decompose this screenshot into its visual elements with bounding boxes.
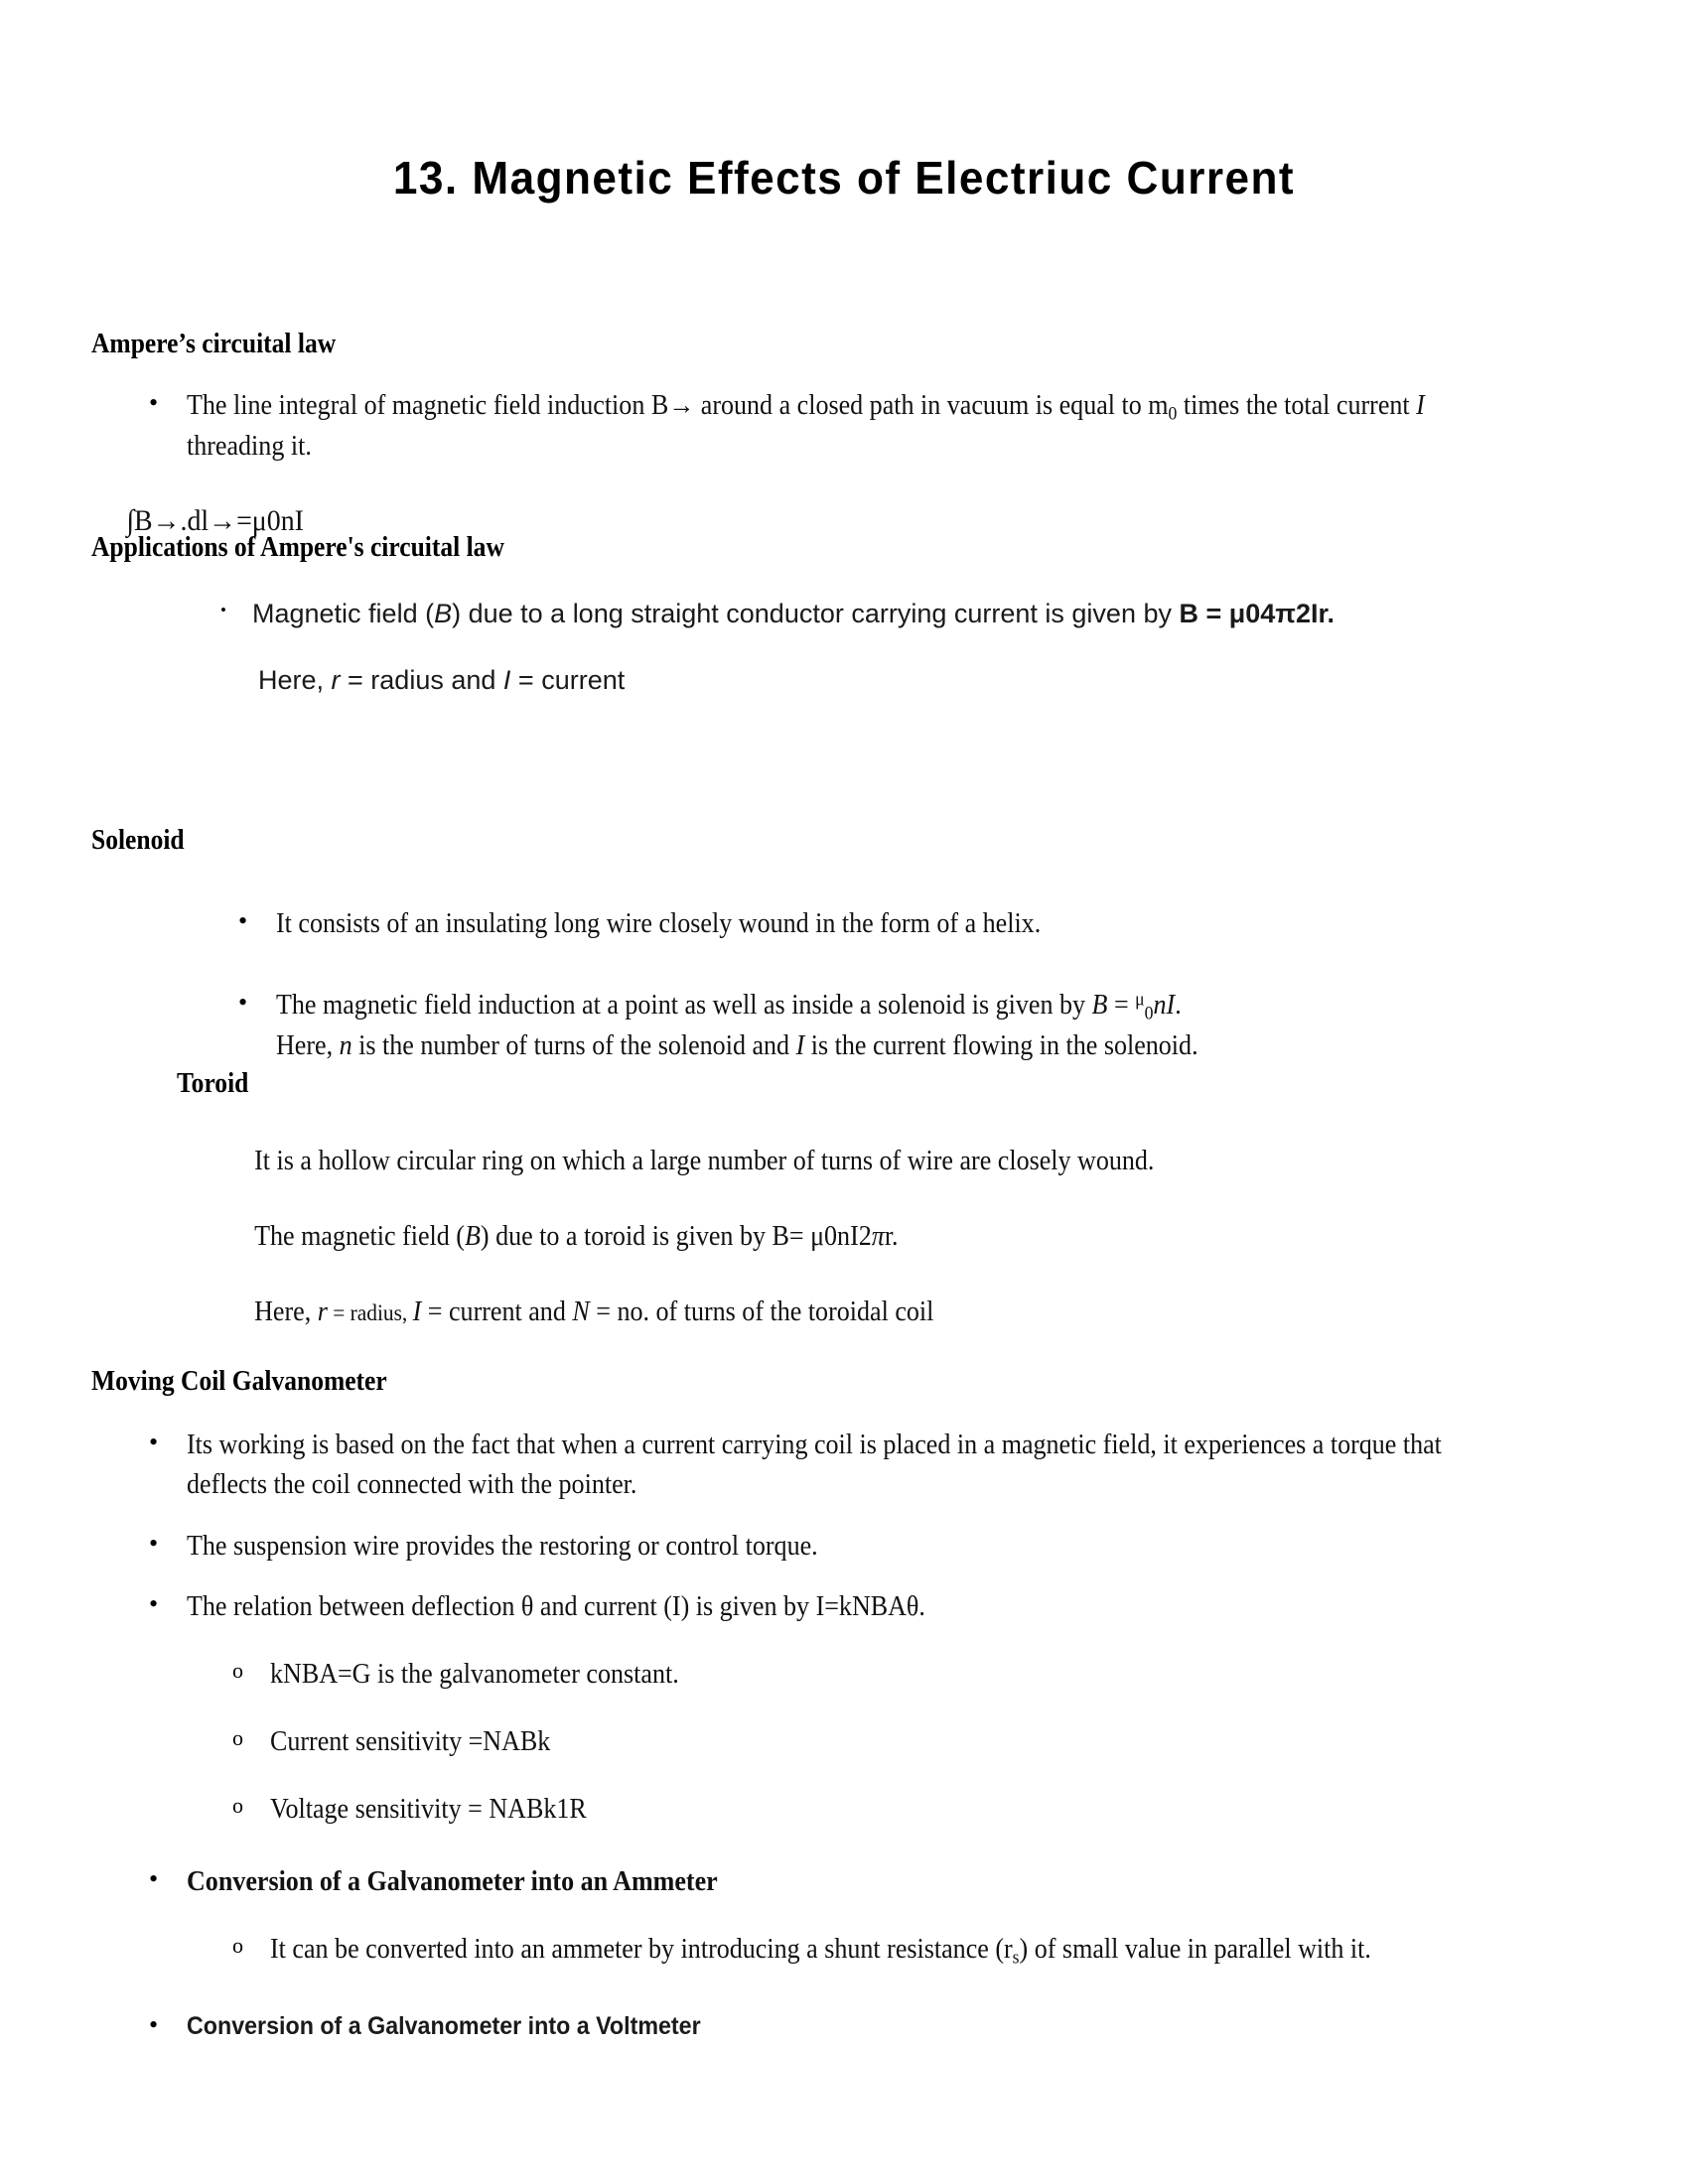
list-item (91, 904, 1601, 944)
solenoid2-l2-p2: is the number of turns of the solenoid and (352, 1030, 796, 1062)
toroid2-p1: The magnetic field ( (254, 1220, 465, 1252)
applications-p1: Magnetic field ( (252, 599, 435, 628)
list-item (91, 986, 1601, 1066)
toroid2-pi: π (871, 1220, 885, 1252)
bullet-disc-icon: • (149, 1589, 159, 1619)
heading-toroid: Toroid (177, 1067, 249, 1099)
galvanometer-statement-3: The relation between deflection θ and current (I) is given by I=kNBAθ. (187, 1591, 925, 1623)
solenoid2-p1: The magnetic field induction at a point as well as inside a solenoid is given by (276, 989, 1092, 1021)
ampere-statement-p2: around a closed path in vacuum is equal to m (694, 390, 1169, 421)
heading-conversion-voltmeter: Conversion of a Galvanometer into a Voltmeter (187, 2012, 701, 2041)
toroid3-radius: = radius, (327, 1299, 413, 1325)
list-item (91, 1655, 1601, 1695)
bullet-disc-icon: • (149, 1864, 159, 1894)
here-mid: = radius and (340, 664, 503, 695)
ampere-statement-p4: threading it. (187, 431, 312, 463)
toroid2-p3: r. (884, 1220, 899, 1252)
toroid3-suffix: = no. of turns of the toroidal coil (589, 1296, 934, 1327)
solenoid-statement-2 (276, 986, 1508, 1066)
bullet-circle-icon: o (232, 1792, 243, 1818)
solenoid2-l2-p1: Here, (276, 1030, 340, 1062)
solenoid2-eq: = (1107, 989, 1136, 1021)
bullet-disc-icon: • (238, 987, 248, 1017)
solenoid2-l2-I: I (795, 1030, 805, 1062)
heading-conversion-ammeter: Conversion of a Galvanometer into an Ammeter (187, 1866, 718, 1898)
toroid-line-3 (177, 1293, 1446, 1332)
applications-statement (252, 594, 1601, 634)
heading-ampere-circuital-law: Ampere’s circuital law (91, 328, 337, 359)
list-item (91, 594, 1601, 634)
solenoid2-l2-p3: is the current flowing in the solenoid. (804, 1030, 1198, 1062)
list-item (91, 386, 1601, 467)
bullet-disc-icon: • (149, 1528, 159, 1558)
section-toroid (177, 1067, 1607, 1331)
ampere-statement (187, 386, 1501, 467)
ampere-statement-p1: The line integral of magnetic field induction B (187, 390, 669, 421)
heading-solenoid: Solenoid (91, 824, 185, 856)
galvanometer-sub-item-1: kNBA=G is the galvanometer constant. (270, 1659, 679, 1690)
solenoid2-mu: μ (1135, 989, 1145, 1011)
ammeter-desc-p2: ) of small value in parallel with it. (1019, 1934, 1371, 1965)
list-item (91, 1790, 1601, 1830)
solenoid2-period: . (1175, 989, 1182, 1021)
applications-italic-B: B (434, 599, 453, 628)
list-item (91, 1426, 1601, 1505)
galvanometer-statement-1: Its working is based on the fact that when a current carrying coil is placed in a magnetic field, it experiences a torque that deflects the coil connected with the pointer. (187, 1430, 1442, 1500)
bullet-disc-icon: • (149, 2010, 159, 2040)
list-item (91, 2008, 1601, 2046)
section-ampere (91, 328, 1601, 543)
toroid2-italic-B: B (464, 1220, 481, 1252)
page-title: 13. Magnetic Effects of Electriuc Current (392, 152, 1296, 204)
here-italic-r: r (331, 664, 341, 695)
list-item (91, 1587, 1601, 1627)
ampere-statement-p3: times the total current (1177, 390, 1417, 421)
ammeter-desc-sub: s (1012, 1947, 1020, 1969)
toroid2-p2: ) due to a toroid is given by B= μ0nI2 (480, 1220, 872, 1252)
toroid3-italic-N: N (572, 1296, 590, 1327)
toroid-line-2 (177, 1217, 1446, 1257)
heading-moving-coil-galvanometer: Moving Coil Galvanometer (91, 1365, 387, 1397)
here-suffix: = current (510, 664, 626, 695)
ammeter-description (270, 1930, 1507, 1971)
toroid-line-1: It is a hollow circular ring on which a large number of turns of wire are closely wound. (254, 1146, 1155, 1176)
toroid3-prefix: Here, (254, 1296, 318, 1327)
heading-applications-ampere: Applications of Ampere's circuital law (91, 531, 504, 563)
applications-p2: ) due to a long straight conductor carrying current is given by (452, 599, 1180, 628)
applications-here-note (91, 660, 1601, 701)
bullet-circle-icon: o (232, 1658, 243, 1683)
ampere-statement-italic-I: I (1416, 390, 1425, 421)
galvanometer-statement-2: The suspension wire provides the restoring or control torque. (187, 1530, 818, 1562)
toroid3-current: = current and (421, 1296, 573, 1327)
toroid3-italic-r: r (317, 1296, 328, 1327)
applications-formula: B = μ04π2Ir. (1179, 599, 1336, 628)
solenoid2-mu-sub: 0 (1144, 1003, 1154, 1024)
ampere-statement-sub: 0 (1168, 403, 1178, 425)
list-item (91, 1930, 1601, 1971)
list-item (91, 1527, 1601, 1567)
section-applications (91, 531, 1601, 700)
bullet-small-disc-icon: • (220, 601, 226, 619)
bullet-circle-icon: o (232, 1724, 243, 1750)
section-solenoid (91, 824, 1601, 1066)
bullet-disc-icon: • (149, 388, 159, 417)
solenoid2-nI: nI (1153, 989, 1176, 1021)
here-italic-I: I (502, 664, 511, 695)
solenoid-statement-1: It consists of an insulating long wire closely wound in the form of a helix. (276, 908, 1042, 939)
ammeter-desc-p1: It can be converted into an ammeter by introducing a shunt resistance (r (270, 1934, 1013, 1965)
list-item (91, 1722, 1601, 1762)
solenoid2-italic-B: B (1091, 989, 1108, 1021)
galvanometer-sub-item-3: Voltage sensitivity = NABk1R (270, 1793, 587, 1825)
galvanometer-sub-item-2: Current sensitivity =NABk (270, 1725, 551, 1757)
solenoid2-l2-n: n (339, 1030, 352, 1062)
section-moving-coil-galvanometer (91, 1365, 1601, 2046)
here-prefix: Here, (258, 664, 332, 695)
toroid3-italic-I: I (412, 1296, 422, 1327)
ampere-formula: ∫B→.dl→=μ0nI (126, 504, 304, 538)
bullet-circle-icon: o (232, 1933, 243, 1958)
right-arrow-icon: → (668, 390, 695, 421)
bullet-disc-icon: • (238, 906, 248, 935)
list-item (91, 1862, 1601, 1902)
bullet-disc-icon: • (149, 1428, 159, 1456)
